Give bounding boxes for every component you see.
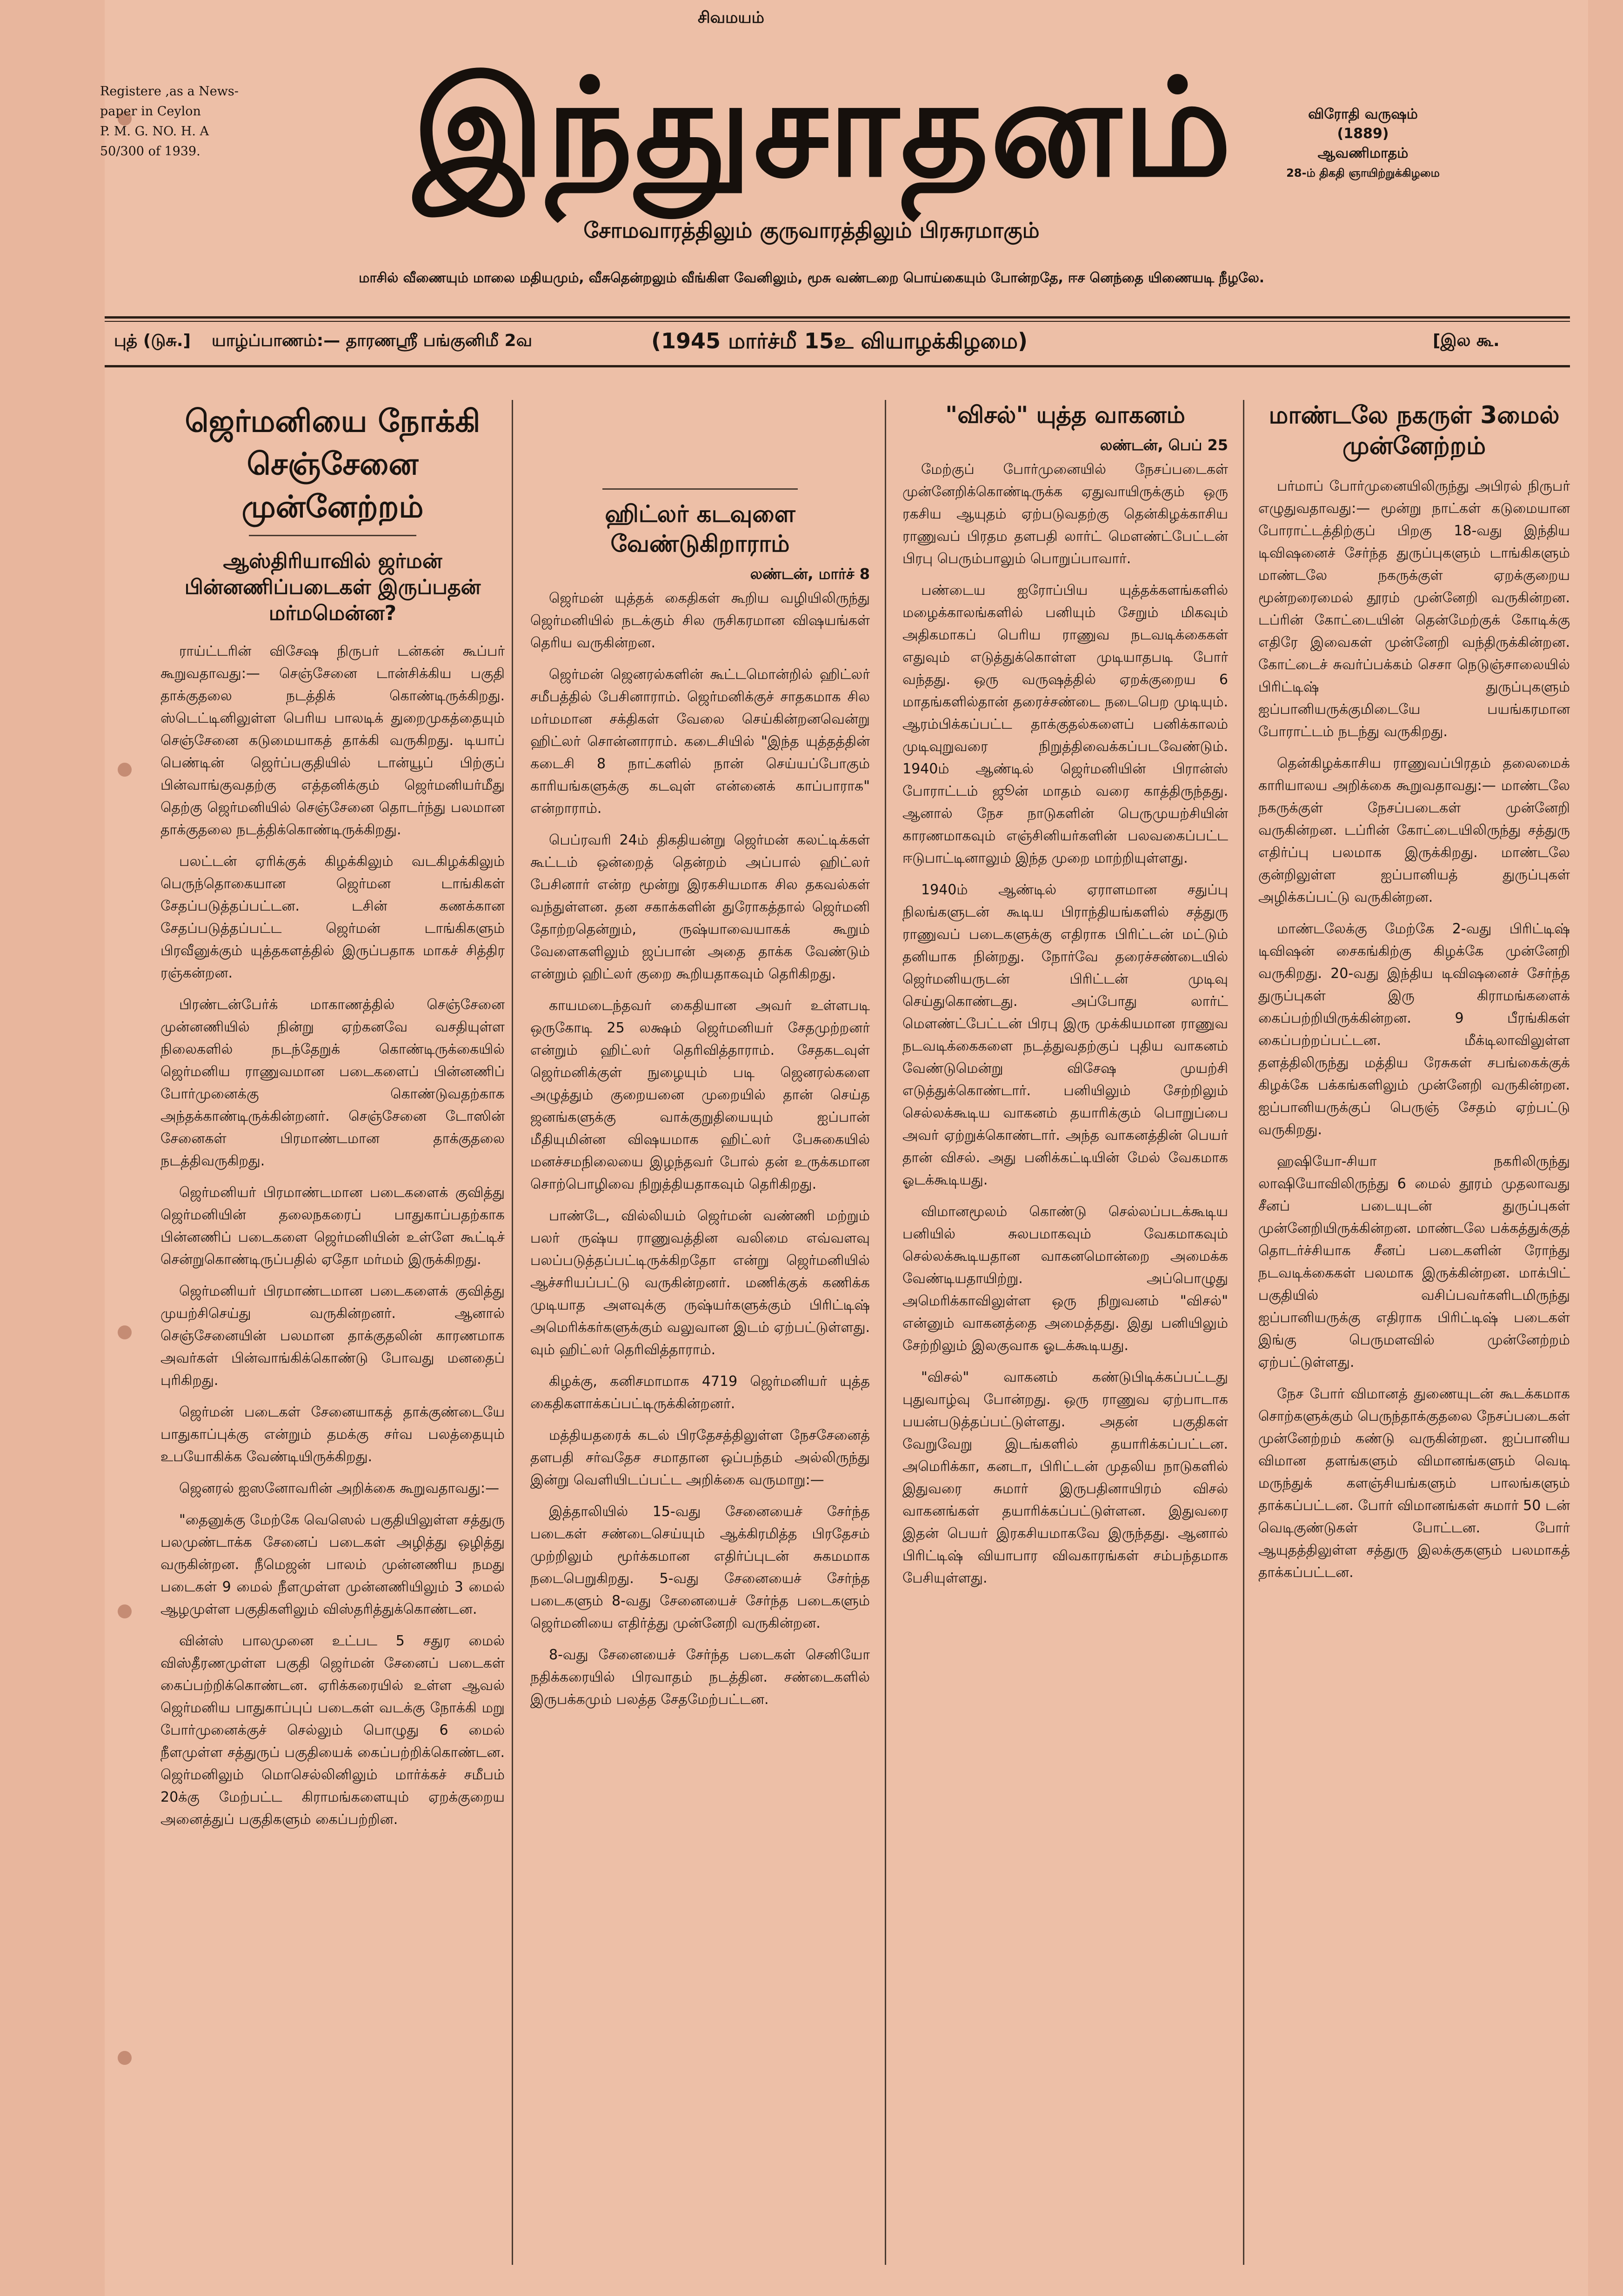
- dateline: [105, 326, 1570, 363]
- article-body: ஜெர்மன் யுத்தக் கைதிகள் கூறிய வழியிலிருந்து ஜெர்மனியில் நடக்கும் சில ருசிகரமான விஷயங்கள் தெரிய வருகின்றன. ஜெர்மன் ஜெனரல்களின் கூட்டமொன்றில் ஹிட்லர் சமீபத்தில் பேசினாராம். ஜெர்மனிக்குச் சாதகமாக சில மர்மமான சக்திகள் வேலை செய்கின்றனவென்று ஹிட்லர் சொன்னாராம். கடைசியில் "இந்த யுத்தத்தின் கடைசி 8 நாட்களில் நான் செய்யப்போகும் காரியங்களுக்கு கடவுள் என்னைக் காப்பாராக" என்றாராம். பெப்ரவரி 24ம் திகதியன்று ஜெர்மன் கலட்டிக்கள் கூட்டம் ஒன்றைத் தென்றம் அப்பால் ஹிட்லர் பேசினார் என்ற மூன்று இரகசியமாக சில தகவல்கள் வந்துள்ளன. தன சகாக்களின் துரோகத்தால் ஜெர்மனி தோற்றதென்றும், ருஷ்யாவையாகக் கூறும் வேளைகளிலும் ஜப்பான் அதை தாக்க வேண்டும் என்றும் ஹிட்லர் குறை கூறியதாகவும் தெரிகிறது. காயமடைந்தவர் கைதியான அவர் உள்ளபடி ஒருகோடி 25 லக்ஷம் ஜெர்மனியர் சேதமுற்றனர் என்றும் ஹிட்லர் தெரிவித்தாராம். சேதகடவுள் ஜெர்மனிக்குள் நுழையும் படி ஜெனரல்களை அழுத்தும் குறையனை முறையில் தான் செய்த ஜனங்களுக்கு வாக்குறுதியையும் ஐப்பான் மீதியுமின்ன விஷயமாக ஹிட்லர் பேசுகையில் மனச்சமநிலையை இழந்தவர் போல் தன் உருக்கமான சொற்பொழிவை நிறுத்தியதாகவும் தெரிகிறது. பாண்டே, வில்லியம் ஜெர்மன் வண்ணி மற்றும் பலர் ருஷ்ய ராணுவத்தின வலிமை எவ்வளவு பலப்படுத்தப்பட்டிருக்கிறதோ என்று ஜெர்மனியில் ஆச்சரியப்பட்டு வருகின்றனர். மணிக்குக் கணிக்க முடியாத அளவுக்கு ருஷ்யர்களுக்கும் பிரிட்டிஷ் அமெரிக்கர்களுக்கும் வலுவான இடம் ஏற்பட்டுள்ளது. வும் ஹிட்லர் தெரிவித்தாராம். கிழக்கு, கனிசமாமாக 4719 ஜெர்மனியர் யுத்த கைதிகளாக்கப்பட்டிருக்கின்றனர். மத்தியதரைக் கடல் பிரதேசத்திலுள்ள நேசசேனைத் தளபதி சர்வதேச சமாதான ஒப்பந்தம் அல்லிருந்து இன்று வெளியிடப்பட்ட அறிக்கை வருமாறு:— இத்தாலியில் 15-வது சேனையைச் சேர்ந்த படைகள் சண்டைசெய்யும் ஆக்கிரமித்த பிரதேசம் முற்றிலும் மூர்க்கமான எதிர்ப்புடன் சுகமமாக நடைபெறுகிறது. 5-வது சேனையைச் சேர்ந்த படைகளும் 8-வது சேனையைச் சேர்ந்த படைகளும் ஜெர்மனியை எதிர்த்து முன்னேறி வருகின்றன. 8-வது சேனையைச் சேர்ந்த படைகள் செனியோ நதிக்கரையில் பிரவாதம் நடத்தின. சண்டைகளில் இருபக்கமும் பலத்த சேதமேற்பட்டன.: [530, 590, 870, 1708]
- article-headline: மாண்டலே நகருள் 3மைல் முன்னேற்றம்: [1269, 401, 1560, 460]
- article-headline: ஜெர்மனியை நோக்கி செஞ்சேனை முன்னேற்றம்: [185, 403, 481, 525]
- article-subhead: ஆஸ்திரியாவில் ஜர்மன் பின்னணிப்படைகள் இருப்பதன் மர்மமென்ன?: [184, 549, 481, 625]
- punch-hole: [118, 1604, 132, 1618]
- divider: [249, 535, 416, 536]
- article-headline: "விசல்" யுத்த வாகனம்: [945, 401, 1185, 428]
- issue-number: [இல கூ.: [1433, 331, 1500, 350]
- masthead-subtitle: சோமவாரத்திலும் குருவாரத்திலும் பிரசுரமாகும்: [583, 218, 1040, 243]
- year-info: விரோதி வருஷம் (1889) ஆவணிமாதம் 28-ம் திகதி ஞாயிற்றுக்கிழமை: [1286, 106, 1440, 180]
- article-byline: லண்டன், மார்ச் 8: [750, 565, 870, 583]
- article-body: மேற்குப் போர்முனையில் நேசப்படைகள் முன்னேறிக்கொண்டிருக்க ஏதுவாயிருக்கும் ஒரு ரகசிய ஆயுதம் ஏற்படுவதற்கு தென்கிழக்காசிய ராணுவப் பிரதம தளபதி லார்ட் மௌண்ட்பேட்டன் பிரபு பெரும்பாலும் பொறுப்பாவார். பண்டைய ஐரோப்பிய யுத்தக்களங்களில் மழைக்காலங்களில் பனியும் சேறும் மிகவும் அதிகமாகப் பெரிய ராணுவ நடவடிக்கைகள் எதுவும் எடுத்துக்கொள்ள முடியாதபடி போர் வந்தது. ஒரு வருஷத்தில் ஏறக்குறைய 6 மாதங்களில்தான் தரைச்சண்டை நடைபெற முடியும். ஆரம்பிக்கப்பட்ட தாக்குதல்களைப் பனிக்காலம் முடிவுறுவரை நிறுத்திவைக்கப்படவேண்டும். 1940ம் ஆண்டில் ஜெர்மனியின் பிரான்ஸ் போராட்டம் ஜூன் மாதம் வரை காத்திருந்தது. ஆனால் நேச நாடுகளின் பெருமுயற்சியின் காரணமாகவும் எஞ்சினியர்களின் பலவகைப்பட்ட ஈடுபாட்டினாலும் இந்த முறை மாற்றியுள்ளது. 1940ம் ஆண்டில் ஏராளமான சதுப்பு நிலங்களுடன் கூடிய பிராந்தியங்களில் சத்துரு ராணுவப் படைகளுக்கு எதிராக பிரிட்டன் மட்டும் தனியாக நின்றது. நோர்வே தரைச்சண்டையில் ஜெர்மனியருடன் பிரிட்டன் முடிவு செய்துகொண்டது. அப்போது லார்ட் மௌண்ட்பேட்டன் பிரபு இரு முக்கியமான ராணுவ நடவடிக்கைகளை நடத்துவதற்குப் புதிய வாகனம் வேண்டுமென்று விசேஷ முயற்சி எடுத்துக்கொண்டார். பனியிலும் சேற்றிலும் செல்லக்கூடிய வாகனம் தயாரிக்கும் பொறுப்பை அவர் ஏற்றுக்கொண்டார். அந்த வாகனத்தின் பெயர் தான் விசல். அது பனிக்கட்டியின் மேல் வேகமாக ஓடக்கூடியது. விமானமூலம் கொண்டு செல்லப்படக்கூடிய பனியில் சுலபமாகவும் வேகமாகவும் செல்லக்கூடியதான வாகனமொன்றை அமைக்க வேண்டியதாயிற்று. அப்பொழுது அமெரிக்காவிலுள்ள ஒரு நிறுவனம் "விசல்" என்னும் வாகனத்தை அமைத்தது. இது பனியிலும் சேற்றிலும் இலகுவாக ஓடக்கூடியது. "விசல்" வாகனம் கண்டுபிடிக்கப்பட்டது புதுவாழ்வு போன்றது. ஒரு ராணுவ ஏற்பாடாக பயன்படுத்தப்பட்டுள்ளது. அதன் பகுதிகள் வேறுவேறு இடங்களில் தயாரிக்கப்பட்டன. அமெரிக்கா, கனடா, பிரிட்டன் முதலிய நாடுகளில் இதுவரை சுமார் இருபதினாயிரம் விசல் வாகனங்கள் தயாரிக்கப்பட்டுள்ளன. இதுவரை இதன் பெயர் இரகசியமாகவே இருந்தது. ஆனால் பிரிட்டிஷ் வியாபார விவகாரங்கள் சம்பந்தமாக பேசியுள்ளது.: [902, 461, 1228, 1586]
- punch-hole: [118, 1325, 132, 1339]
- punch-hole: [118, 2051, 132, 2065]
- punch-hole: [118, 763, 132, 777]
- article-mandalay: [1258, 400, 1570, 1593]
- article-headline: ஹிட்லர் கடவுளை வேண்டுகிறாராம்: [605, 500, 795, 557]
- volume-number: புத் (டுசு.]: [114, 331, 191, 350]
- masthead-motto: மாசில் வீணையும் மாலை மதியமும், வீசுதென்றலும் வீங்கிள வேனிலும், மூசு வண்டறை பொய்கையும் போன்றதே, ஈச னெந்தை யிணையடி நீழலே.: [359, 270, 1264, 286]
- dateline-date: (1945 மார்ச்மீ 15உ வியாழக்கிழமை): [651, 328, 1028, 353]
- top-rule-thin: [105, 321, 1570, 322]
- article-body: பர்மாப் போர்முனையிலிருந்து அபிரல் நிருபர் எழுதுவதாவது:— மூன்று நாட்கள் கடுமையான போராட்டத்திற்குப் பிறகு 18-வது இந்திய டிவிஷனைச் சேர்ந்த துருப்புகளும் டாங்கிகளும் மாண்டலே நகருக்குள் ஏறக்குறைய மூன்றரைமைல் தூரம் முன்னேறி வருகின்றன. டப்ரின் கோட்டையின் தென்மேற்குக் கோடிக்கு எதிரே இவைகள் முன்னேறி வந்திருக்கின்றன. கோட்டைச் சுவர்ப்பக்கம் செசா நெடுஞ்சாலையில் பிரிட்டிஷ் துருப்புகளும் ஐப்பானியருக்குமிடையே பயங்கரமான போராட்டம் நடந்து வருகிறது. தென்கிழக்காசிய ராணுவப்பிரதம் தலைமைக் காரியாலய அறிக்கை கூறுவதாவது:— மாண்டலே நகருக்குள் நேசப்படைகள் முன்னேறி வருகின்றன. டப்ரின் கோட்டையிலிருந்து சத்துரு எதிர்ப்பு பலமாக இருக்கிறது. மாண்டலே குன்றிலுள்ள ஐப்பானியத் துருப்புகள் அழிக்கப்பட்டு வருகின்றன. மாண்டலேக்கு மேற்கே 2-வது பிரிட்டிஷ் டிவிஷன் சைகங்கிற்கு கிழக்கே முன்னேறி வருகிறது. 20-வது இந்திய டிவிஷனைச் சேர்ந்த துருப்புகள் இரு கிராமங்களைக் கைப்பற்றியிருக்கின்றன. 9 பீரங்கிகள் கைப்பற்றப்பட்டன. மீக்டிலாவிலுள்ள தளத்திலிருந்து மத்திய ரேசுகள் சபங்கைக்குக் கிழக்கே பக்கங்களிலும் முன்னேறி வருகின்றன. ஐப்பானியருக்குப் பெருஞ் சேதம் ஏற்பட்டு வருகிறது. ஹஷியோ-சியா நகரிலிருந்து லாஷியோவிலிருந்து 6 மைல் தூரம் முதலாவது சீனப் படையுடன் துருப்புகள் முன்னேறியிருக்கின்றன. மாண்டலே பக்கத்துக்குத் தொடர்ச்சியாக சீனப் படைகளின் ரோந்து நடவடிக்கைகள் பலமாக இருக்கின்றன. மாக்பிட் பகுதியில் வசிப்பவர்களிடமிருந்து ஐப்பானியருக்கு எதிராக பிரிட்டிஷ் படைகள் இங்கு பெருமளவில் முன்னேற்றம் ஏற்பட்டுள்ளது. நேச போர் விமானத் துணையுடன் கூடக்கமாக சொற்களுக்கும் பெருந்தாக்குதலை நேசப்படைகள் முன்னேற்றம் கண்டு வருகின்றன. ஐப்பானிய விமான தளங்களும் விமானங்களும் வெடி மருந்துக் களஞ்சியங்களும் பாலங்களும் தாக்கப்பட்டன. போர் விமானங்கள் சுமார் 50 டன் வெடிகுண்டுகள் போட்டன. போர் ஆயுதத்திலுள்ள சத்துரு இலக்குகளும் பலமாகத் தாக்கப்பட்டன.: [1258, 478, 1570, 1581]
- masthead-top-label: சிவமயம்: [698, 8, 765, 27]
- column-rule: [1243, 400, 1244, 2265]
- registration-note: Registere ,as a News- paper in Ceylon P. M. G. NO. H. A 50/300 of 1939.: [100, 84, 239, 159]
- top-rule: [105, 316, 1570, 319]
- column-rule: [512, 400, 513, 2265]
- newspaper-title: இந்துசாதனம்: [413, 49, 1234, 207]
- divider: [602, 488, 798, 490]
- article-body: ராய்ட்டரின் விசேஷ நிருபர் டன்கன் கூப்பர் கூறுவதாவது:— செஞ்சேனை டான்சிக்கிய பகுதி தாக்குதலை நடத்திக் கொண்டிருக்கிறது. ஸ்டெட்டினிலுள்ள பெரிய பாலடிக் துறைமுகத்தையும் செஞ்சேனை கடுமையாகத் தாக்கி வருகிறது. டியாப் பெண்டின் ஜெர்ப்பகுதியில் டான்யூப் பிற்குப் பின்வாங்குவதற்கு எத்தனிக்கும் ஜெர்மனியர்மீது தெற்கு ஜெர்மனியில் செஞ்சேனை தொடர்ந்து பலமான தாக்குதலை நடத்திக்கொண்டிருக்கிறது. பலட்டன் ஏரிக்குக் கிழக்கிலும் வடகிழக்கிலும் பெருந்தொகையான ஜெர்மன டாங்கிகள் சேதப்படுத்தப்பட்டன. டசின் கணக்கான சேதப்படுத்தப்பட்ட ஜெர்மன் டாங்கிகளும் பிரவீனுக்கும் யுத்தகளத்தில் இருப்பதாக மாகச் சித்திர ரஞ்கன்றன. பிரண்டன்பேர்க் மாகாணத்தில் செஞ்சேனை முன்னணியில் நின்று ஏற்கனவே வசதியுள்ள நிலைகளில் நடந்தேறுக் கொண்டிருக்கையில் ஜெர்மனிய ராணுவமான படைகளைப் பின்னணிப் போர்முனைக்கு கொண்டுவதற்காக அந்தக்காண்டிருக்கின்றனர். செஞ்சேனை டோஸின் சேனைகள் பிரமாண்டமான தாக்குதலை நடத்திவருகிறது. ஜெர்மனியர் பிரமாண்டமான படைகளைக் குவித்து ஜெர்மனியின் தலைநகரைப் பாதுகாப்பதற்காக பின்னணிப் படைகளை ஜெர்மனியின் உள்ளே கூட்டிச் சென்றுகொண்டிருப்பதில் ஏதோ மர்மம் இருக்கிறது. ஜெர்மனியர் பிரமாண்டமான படைகளைக் குவித்து முயற்சிசெய்து வருகின்றனர். ஆனால் செஞ்சேனையின் பலமான தாக்குதலின் காரணமாக அவர்கள் பின்வாங்கிக்கொண்டு போவது மனதைப் புரிகிறது. ஜெர்மன் படைகள் சேனையாகத் தாக்குண்டையே பாதுகாப்புக்கு என்றும் தமக்கு சர்வ பலத்தையும் உபயோகிக்க வேண்டியிருக்கிறது. ஜெனரல் ஐஸனோவரின் அறிக்கை கூறுவதாவது:— "தைனுக்கு மேற்கே வெஸெல் பகுதியிலுள்ள சத்துரு பலமுண்டாக்க சேனைப் படைகள் அழித்து ஒழித்து வருகின்றன. நீமெஜன் பாலம் முன்னணிய நமது படைகள் 9 மைல் நீளமுள்ள முன்னணியிலும் 3 மைல் ஆழமுள்ள பகுதிகளிலும் விஸ்தரித்துக்கொண்டன. வின்ஸ் பாலமுனை உட்பட 5 சதுர மைல் விஸ்தீரணமுள்ள பகுதி ஜெர்மன் சேனைப் படைகள் கைப்பற்றிக்கொண்டன. ஏரிக்கரையில் உள்ள ஆவல் ஜெர்மனிய பாதுகாப்புப் படைகள் வடக்கு நோக்கி மறு போர்முனைக்குச் செல்லும் பொழுது 6 மைல் நீளமுள்ள சத்துருப் பகுதியைக் கைப்பற்றிக்கொண்டன. ஜெர்மனிலும் மொசெல்லினிலும் மார்க்கச் சமீபம் 20க்கு மேற்பட்ட கிராமங்களையும் ஏறக்குறைய அனைத்துப் பகுதிகளும் கைப்பற்றின.: [160, 643, 505, 1828]
- article-germany: [160, 400, 505, 1840]
- bottom-rule: [105, 365, 1570, 367]
- dateline-place: யாழ்ப்பாணம்:— தாரணஸ்ரீ பங்குனிமீ 2வ: [212, 331, 533, 350]
- article-weasel: [902, 400, 1228, 1599]
- column-rule: [885, 400, 886, 2265]
- article-hitler: [530, 400, 870, 1720]
- article-byline: லண்டன், பெப் 25: [1100, 436, 1228, 454]
